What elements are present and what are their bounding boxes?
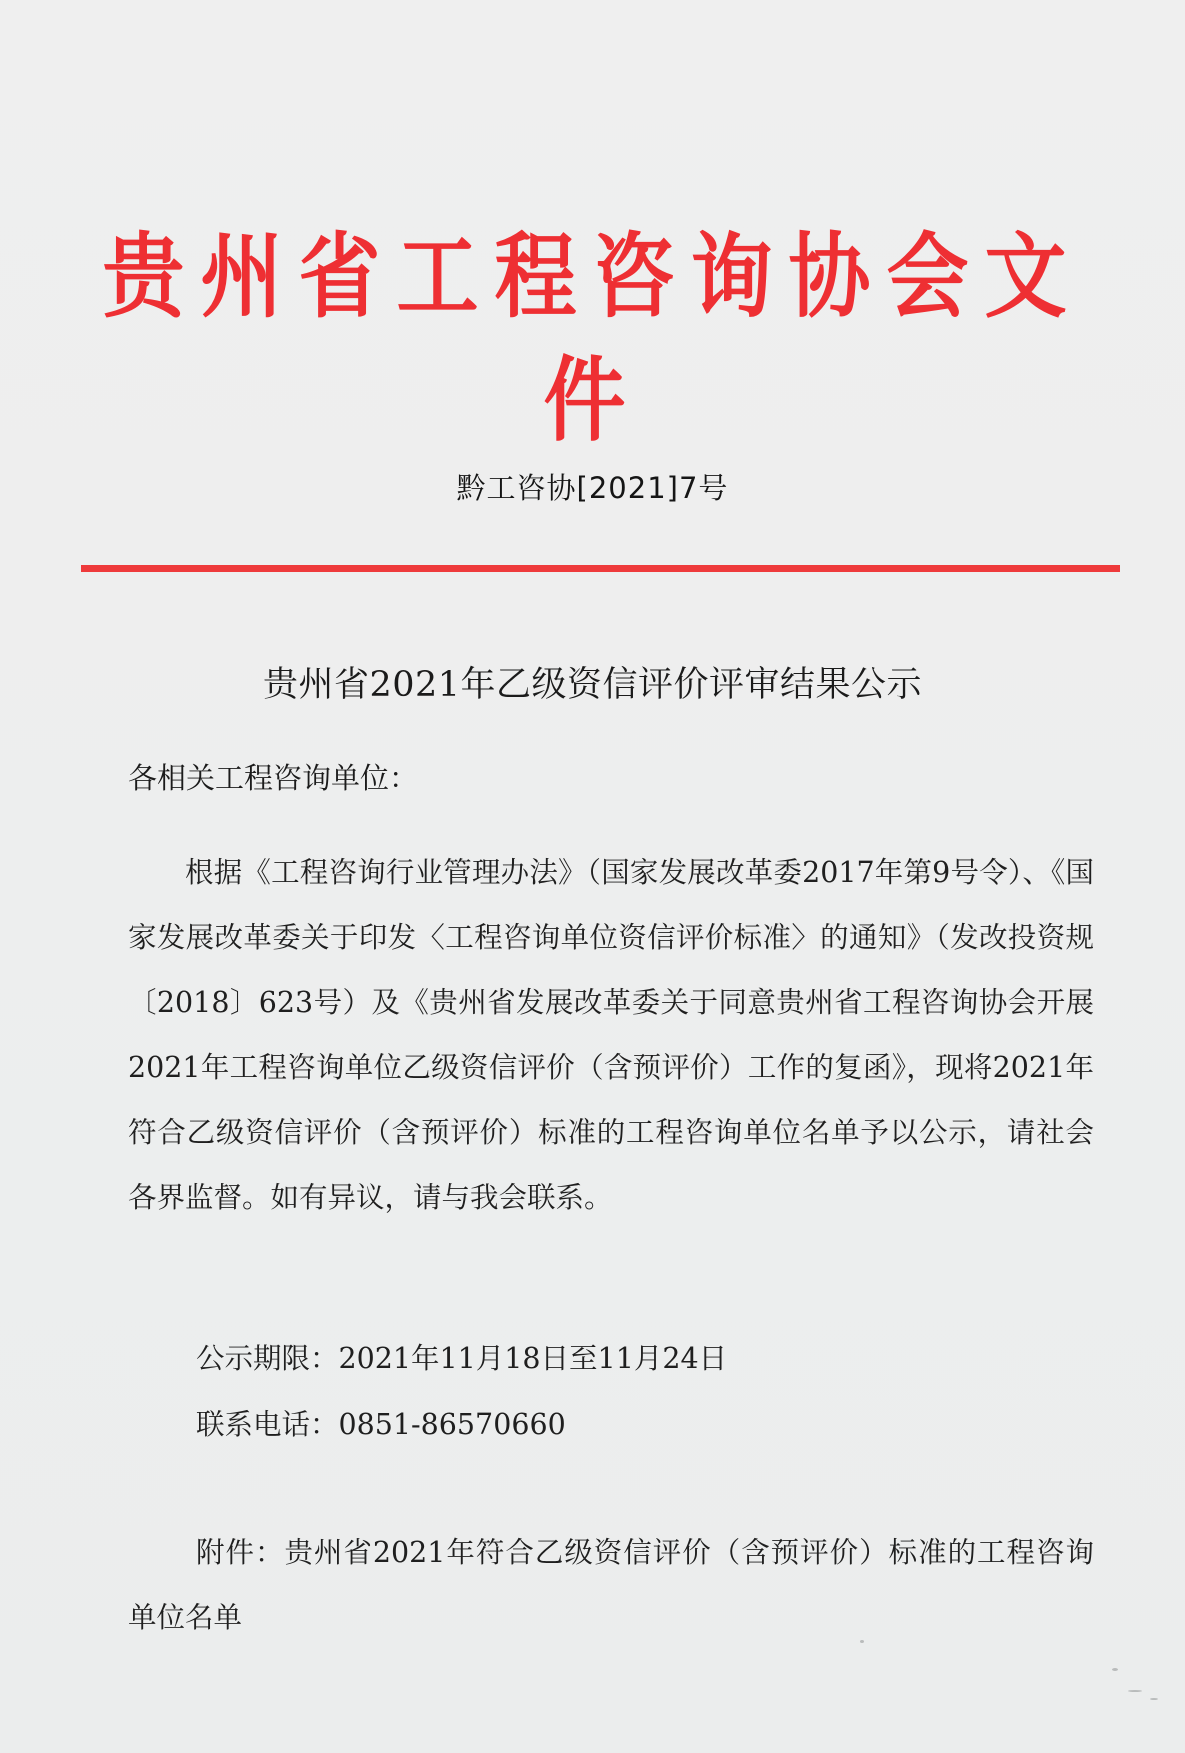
scan-speck <box>1150 1698 1158 1700</box>
publicity-period: 公示期限：2021年11月18日至11月24日 <box>196 1342 728 1375</box>
attachment-note: 附件：贵州省2021年符合乙级资信评价（含预评价）标准的工程咨询单位名单 <box>128 1536 1094 1634</box>
contact-phone: 联系电话：0851-86570660 <box>196 1408 566 1441</box>
document-number: 黔工咨协[2021]7号 <box>456 471 729 505</box>
salutation: 各相关工程咨询单位： <box>128 761 419 795</box>
document-header-title: 贵州省工程咨询协会文件 <box>102 224 1083 455</box>
notice-body-paragraph: 根据《工程咨询行业管理办法》（国家发展改革委2017年第9号令）、《国家发展改革委关于印发〈工程咨询单位资信评价标准〉的通知》（发改投资规〔2018〕623号）及《贵州省发展改革委关于同意贵州省工程咨询协会开展2021年工程咨询单位乙级资信评价（含预评价）工作的复函》，现将2021年符合乙级资信评价（含预评价）标准的工程咨询单位名单予以公示，请社会各界监督。如有异议，请与我会联系。 <box>128 856 1094 1214</box>
scan-speck <box>1128 1690 1142 1692</box>
scan-speck <box>1112 1668 1118 1671</box>
red-separator-rule <box>81 565 1120 572</box>
notice-title: 贵州省2021年乙级资信评价评审结果公示 <box>262 665 923 705</box>
scan-speck <box>860 1640 864 1643</box>
